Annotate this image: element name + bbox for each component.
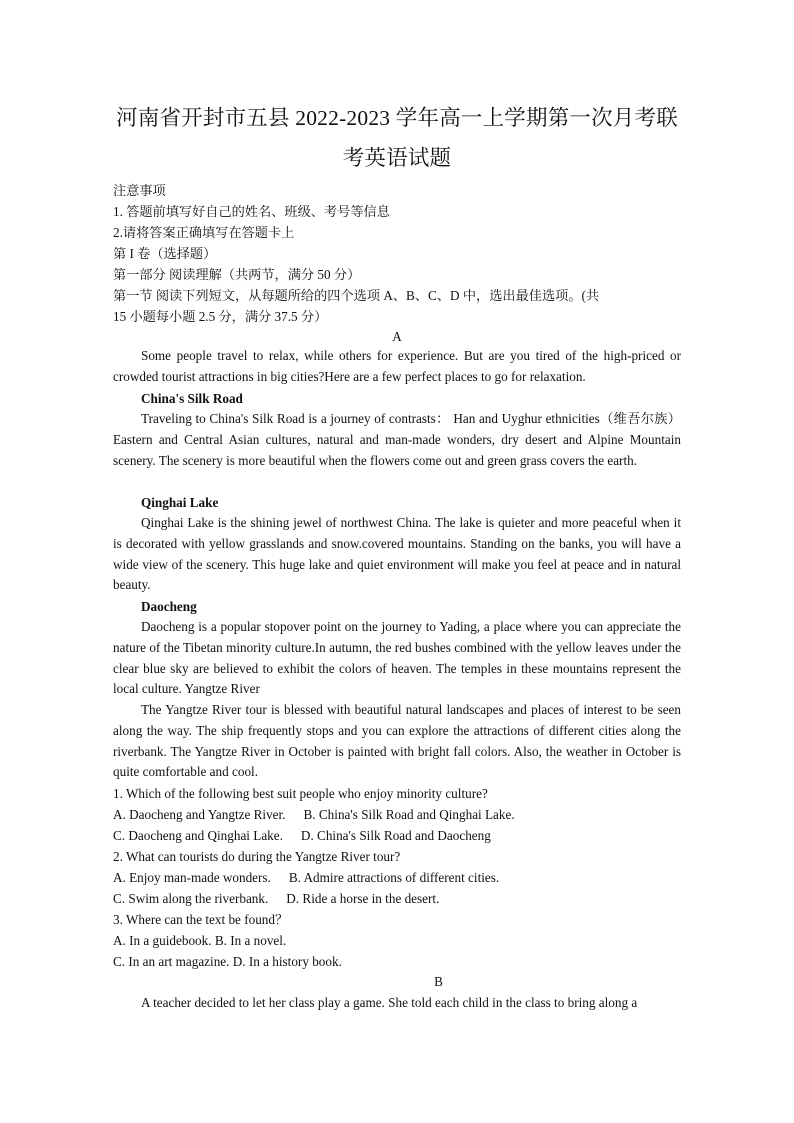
- paragraph-silk-road: Traveling to China's Silk Road is a journey of contrasts： Han and Uyghur ethnicities（维吾尔族）Eastern and Central Asian cultures, natural and man-made wonders, dry desert and Alpine Mountain scenery. The scenery is more beautiful when the flowers come out and green grass covers the earth.: [113, 411, 681, 468]
- option-2d: D. Ride a horse in the desert.: [286, 891, 440, 906]
- option-2b: B. Admire attractions of different cities.: [288, 870, 500, 885]
- section-1-instructions: 第一节 阅读下列短文，从每题所给的四个选项 A、B、C、D 中，选出最佳选项。(共: [113, 288, 600, 303]
- passage-a-intro: Some people travel to relax, while others for experience. But are you tired of the high-priced or crowded tourist attractions in big cities?Here are a few perfect places to go for relaxation.: [113, 348, 681, 384]
- volume-label: 第 I 卷（选择题）: [113, 246, 217, 261]
- question-2-options-ab: [113, 867, 681, 888]
- paragraph-daocheng: Daocheng is a popular stopover point on the journey to Yading, a place where you can appreciate the nature of the Tibetan minority culture.In autumn, the red bushes combined with the yellow leaves under the clear blue sky are believed to exhibit the colors of heaven. The temples in these mountains represent the local culture. Yangtze River: [113, 619, 681, 697]
- option-1b: B. China's Silk Road and Qinghai Lake.: [303, 807, 515, 822]
- question-2: 2. What can tourists do during the Yangtze River tour?: [113, 849, 401, 864]
- passage-a-label: A: [392, 329, 402, 344]
- paragraph-qinghai-lake: Qinghai Lake is the shining jewel of northwest China. The lake is quieter and more peaceful when it is decorated with yellow grasslands and snow.covered mountains. Standing on the banks, you will have a wide view of the scenery. This huge lake and quiet environment will make you feel at peace and in natural beauty.: [113, 515, 681, 593]
- heading-silk-road: China's Silk Road: [141, 391, 243, 406]
- option-2c: C. Swim along the riverbank.: [113, 891, 269, 906]
- option-1c: C. Daocheng and Qinghai Lake.: [113, 828, 283, 843]
- question-1-options-cd: [113, 825, 681, 846]
- question-1: 1. Which of the following best suit people who enjoy minority culture?: [113, 786, 488, 801]
- section-1-scoring: 15 小题每小题 2.5 分，满分 37.5 分）: [113, 309, 328, 324]
- passage-b-first-line: A teacher decided to let her class play a game. She told each child in the class to bring along a: [141, 995, 638, 1010]
- option-1a: A. Daocheng and Yangtze River.: [113, 807, 286, 822]
- question-3: 3. Where can the text be found？: [113, 912, 289, 927]
- option-2a: A. Enjoy man-made wonders.: [113, 870, 271, 885]
- question-1-options-ab: [113, 804, 681, 825]
- paragraph-yangtze: The Yangtze River tour is blessed with beautiful natural landscapes and places of interest to be seen along the way. The ship frequently stops and you can explore the attractions of different cities along the riverbank. The Yangtze River in October is painted with bright fall colors. Also, the weather in October is quite comfortable and cool.: [113, 702, 681, 780]
- question-3-options-ab: A. In a guidebook. B. In a novel.: [113, 933, 287, 948]
- question-3-options-cd: C. In an art magazine. D. In a history book.: [113, 954, 342, 969]
- heading-qinghai-lake: Qinghai Lake: [141, 495, 219, 510]
- document-title-line-1: 河南省开封市五县 2022-2023 学年高一上学期第一次月考联: [116, 106, 678, 130]
- heading-daocheng: Daocheng: [141, 599, 197, 614]
- note-item-1: 1. 答题前填写好自己的姓名、班级、考号等信息: [113, 204, 390, 219]
- notes-heading: 注意事项: [113, 183, 166, 198]
- part-1-heading: 第一部分 阅读理解（共两节，满分 50 分）: [113, 267, 361, 282]
- document-title-line-2: 考英语试题: [342, 146, 452, 170]
- passage-b-label: B: [434, 974, 443, 989]
- option-1d: D. China's Silk Road and Daocheng: [300, 828, 491, 843]
- question-2-options-cd: [113, 888, 681, 909]
- note-item-2: 2.请将答案正确填写在答题卡上: [113, 225, 295, 240]
